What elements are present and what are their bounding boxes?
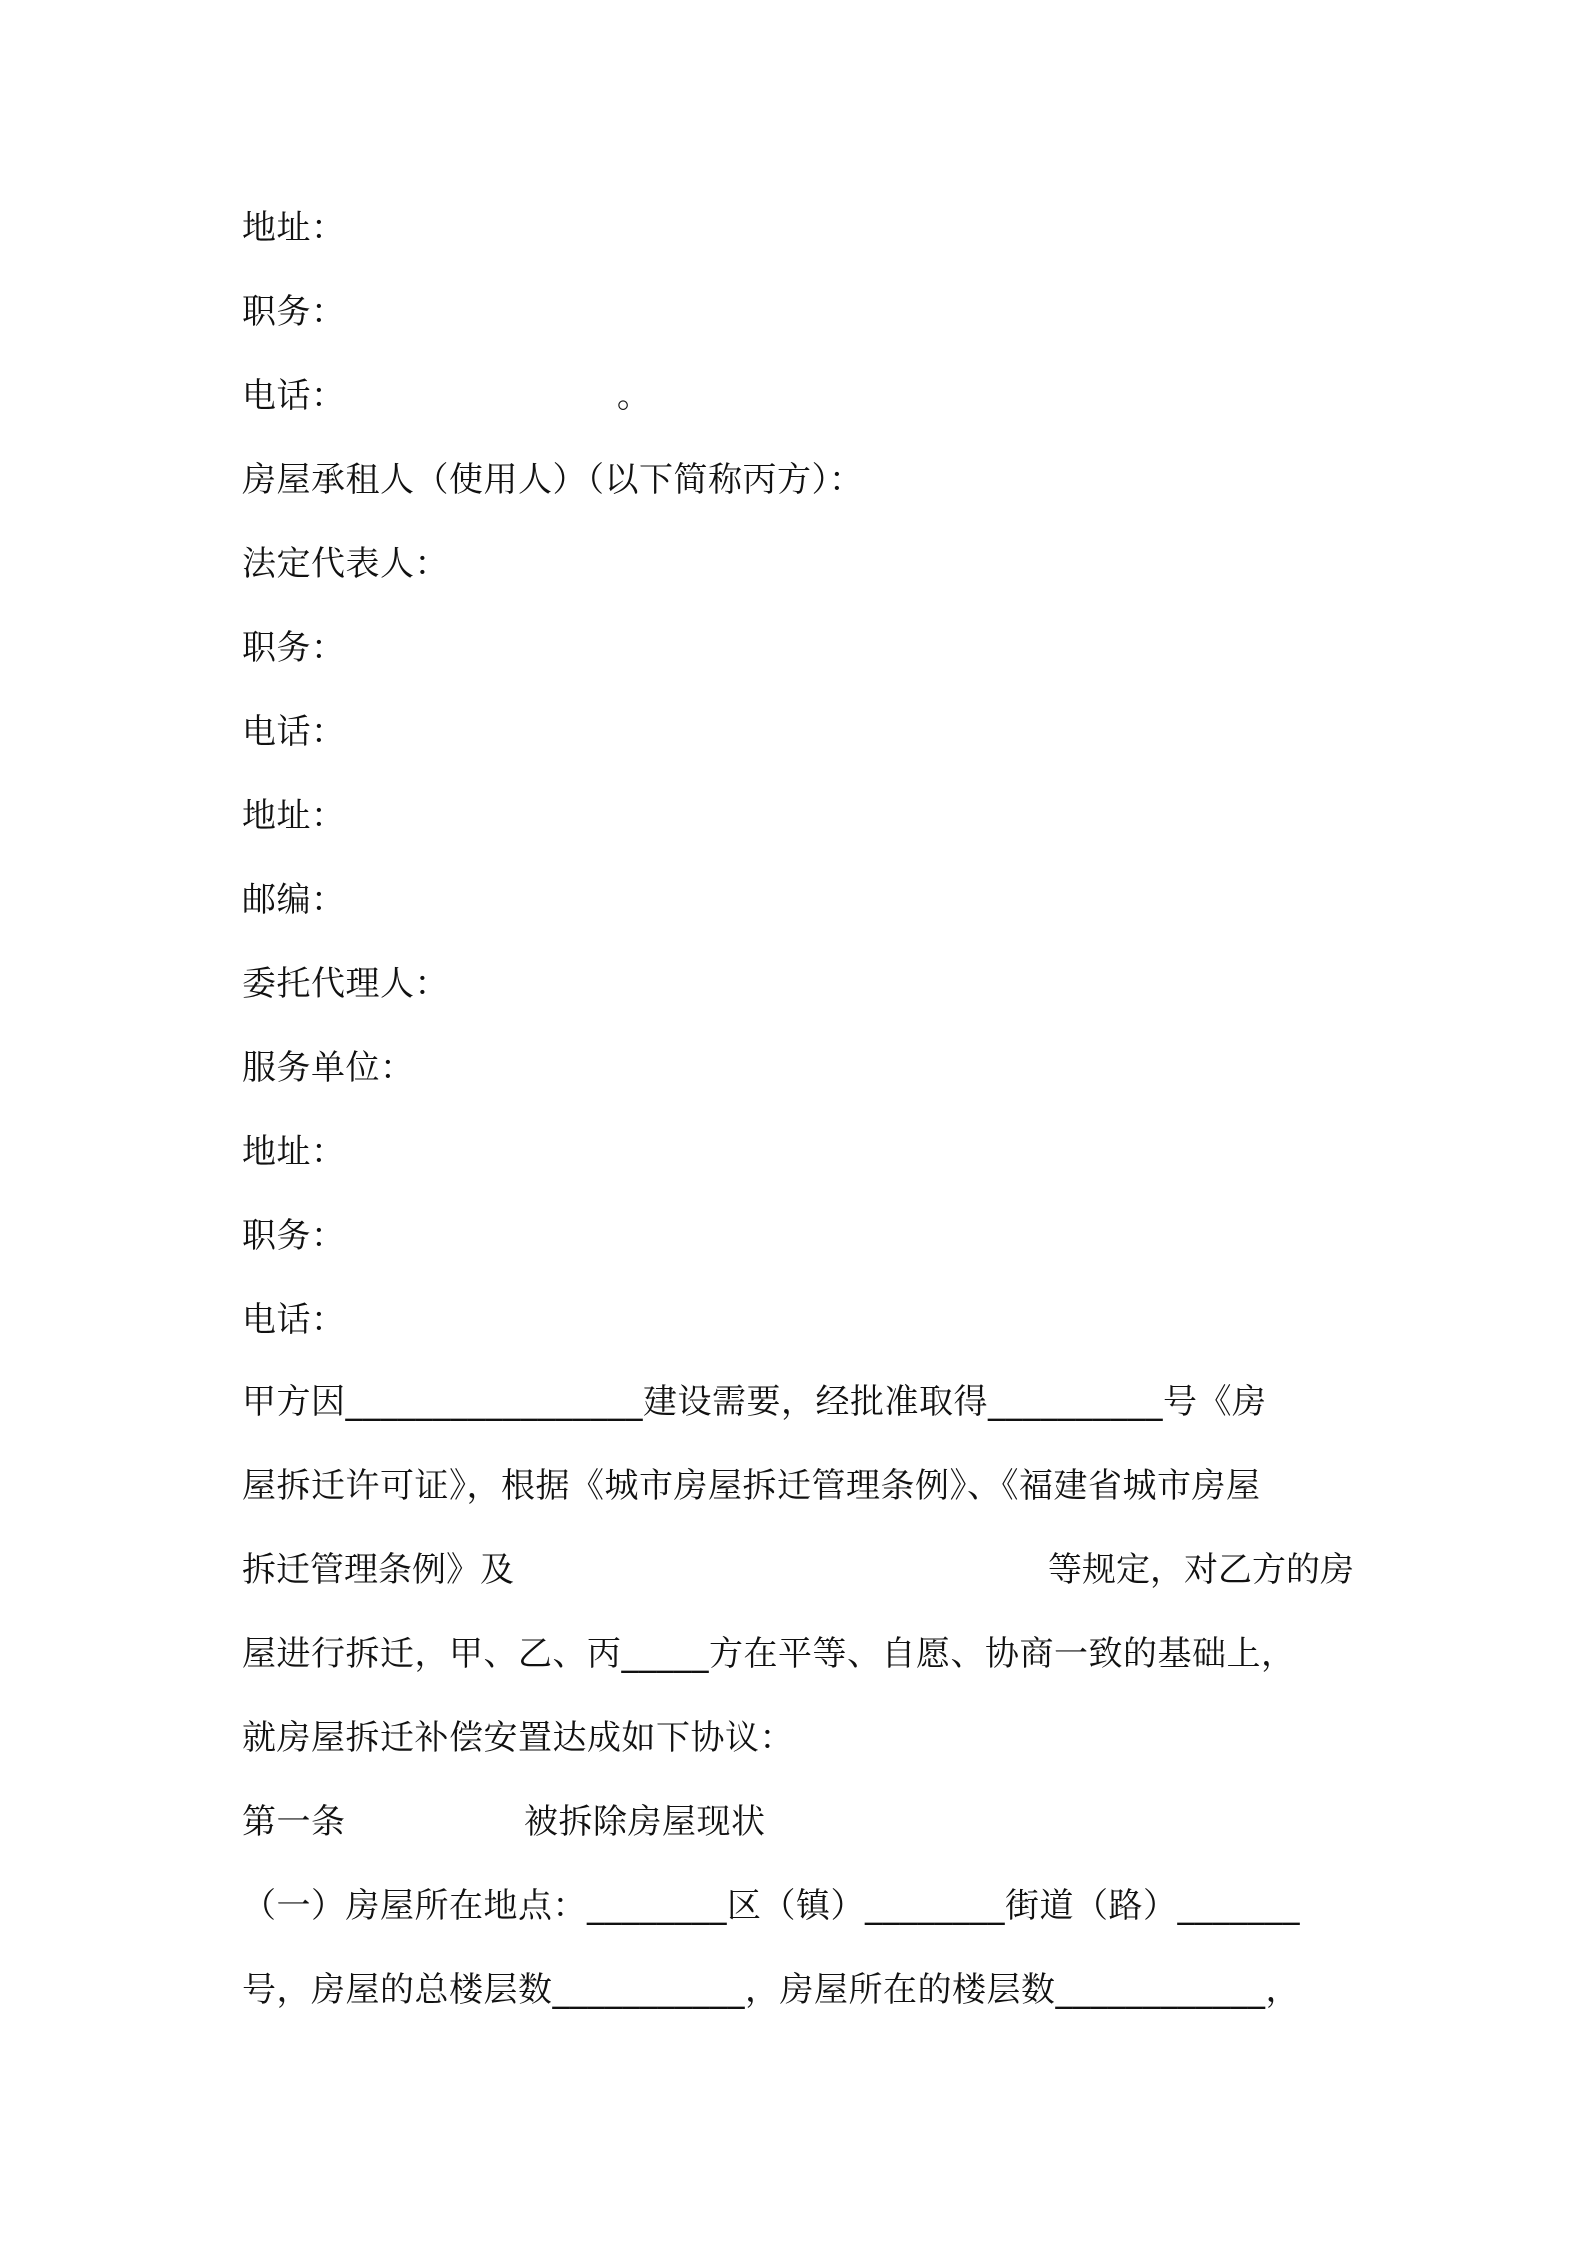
field-phone: 电话： <box>242 712 346 752</box>
field-address: 地址： <box>242 208 346 248</box>
field-address: 地址： <box>242 1132 346 1172</box>
field-position: 职务： <box>242 292 346 332</box>
paragraph-segment: 等规定，对乙方的房 <box>1048 1550 1354 1590</box>
paragraph-line: 屋拆迁许可证》，根据《城市房屋拆迁管理条例》、《福建省城市房屋 <box>242 1466 1261 1506</box>
field-phone: 电话： 。 <box>242 376 652 416</box>
field-position: 职务： <box>242 1216 346 1256</box>
article-title: 被拆除房屋现状 <box>524 1802 766 1842</box>
field-legal-representative: 法定代表人： <box>242 544 449 584</box>
field-agent: 委托代理人： <box>242 964 449 1004</box>
paragraph-segment: 拆迁管理条例》及 <box>242 1550 514 1590</box>
article-number: 第一条 <box>242 1802 346 1842</box>
field-work-unit: 服务单位： <box>242 1048 415 1088</box>
paragraph-line: 就房屋拆迁补偿安置达成如下协议： <box>242 1718 794 1758</box>
paragraph-line <box>242 1548 1354 1592</box>
field-position: 职务： <box>242 628 346 668</box>
paragraph-line: 甲方因_________________建设需要，经批准取得__________号《房 <box>242 1382 1267 1422</box>
clause-line: （一）房屋所在地点：________区（镇）________街道（路）_______ <box>242 1886 1300 1926</box>
party-c-heading: 房屋承租人（使用人）（以下简称丙方）： <box>242 460 864 500</box>
paragraph-line: 屋进行拆迁，甲、乙、丙_____方在平等、自愿、协商一致的基础上， <box>242 1634 1296 1674</box>
clause-line: 号，房屋的总楼层数___________，房屋所在的楼层数____________， <box>242 1970 1300 2010</box>
field-postcode: 邮编： <box>242 880 346 920</box>
field-phone: 电话： <box>242 1300 346 1340</box>
field-address: 地址： <box>242 796 346 836</box>
